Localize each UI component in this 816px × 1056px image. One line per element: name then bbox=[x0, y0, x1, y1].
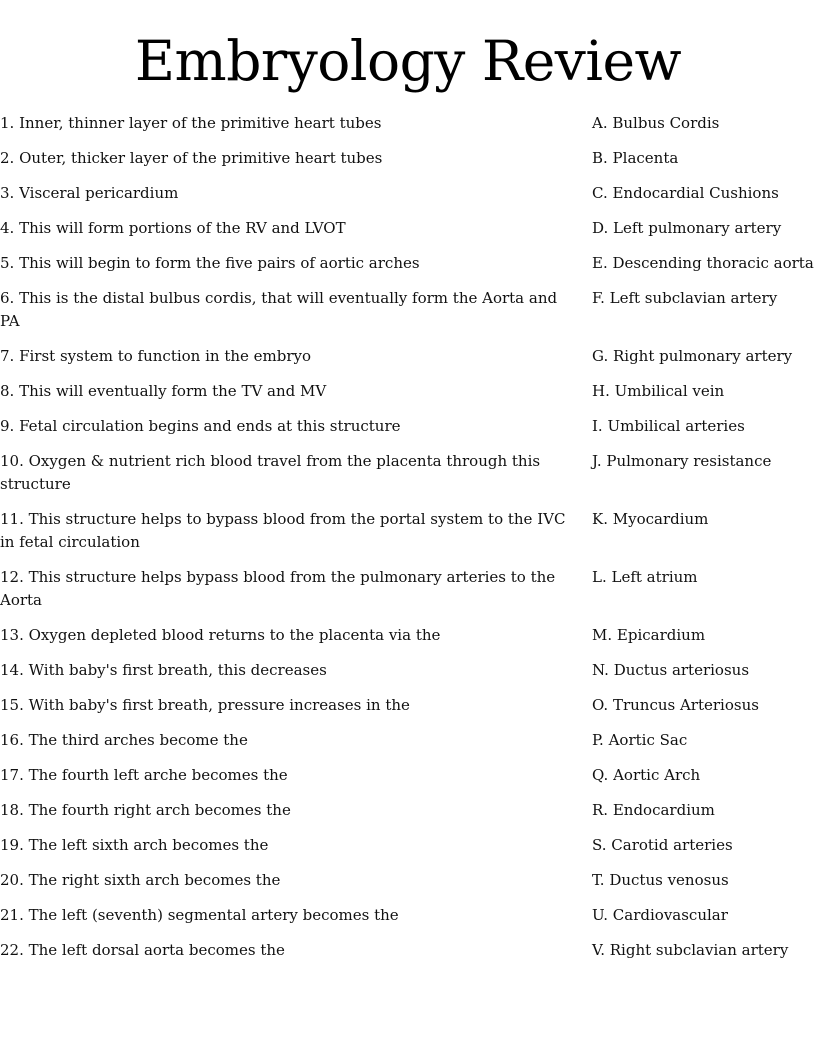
question-item: 14. With baby's first breath, this decreases bbox=[0, 661, 327, 679]
question-item: 7. First system to function in the embryo bbox=[0, 347, 312, 365]
matching-row bbox=[0, 834, 816, 857]
answer-option: U. Cardiovascular bbox=[592, 906, 728, 924]
answer-option: V. Right subclavian artery bbox=[592, 941, 789, 959]
matching-row bbox=[0, 287, 816, 333]
answer-option: T. Ductus venosus bbox=[592, 871, 729, 889]
answer-option: L. Left atrium bbox=[592, 568, 698, 586]
question-item: 12. This structure helps bypass blood from the pulmonary arteries to the Aorta bbox=[0, 568, 556, 609]
question-item: 5. This will begin to form the five pairs of aortic arches bbox=[0, 254, 420, 272]
question-item: 18. The fourth right arch becomes the bbox=[0, 801, 291, 819]
answer-option: A. Bulbus Cordis bbox=[592, 114, 720, 132]
answer-option: N. Ductus arteriosus bbox=[592, 661, 750, 679]
question-item: 20. The right sixth arch becomes the bbox=[0, 871, 281, 889]
question-item: 4. This will form portions of the RV and LVOT bbox=[0, 219, 346, 237]
matching-row bbox=[0, 182, 816, 205]
matching-row bbox=[0, 939, 816, 962]
answer-option: O. Truncus Arteriosus bbox=[592, 696, 759, 714]
matching-row bbox=[0, 415, 816, 438]
answer-option: M. Epicardium bbox=[592, 626, 706, 644]
matching-row bbox=[0, 729, 816, 752]
matching-row bbox=[0, 566, 816, 612]
question-item: 22. The left dorsal aorta becomes the bbox=[0, 941, 285, 959]
question-item: 2. Outer, thicker layer of the primitive heart tubes bbox=[0, 149, 383, 167]
answer-option: G. Right pulmonary artery bbox=[592, 347, 793, 365]
matching-row bbox=[0, 450, 816, 496]
matching-row bbox=[0, 659, 816, 682]
answer-option: E. Descending thoracic aorta bbox=[592, 254, 814, 272]
matching-row bbox=[0, 380, 816, 403]
matching-row bbox=[0, 624, 816, 647]
answer-option: H. Umbilical vein bbox=[592, 382, 725, 400]
matching-row bbox=[0, 345, 816, 368]
question-item: 3. Visceral pericardium bbox=[0, 184, 179, 202]
matching-row bbox=[0, 799, 816, 822]
answer-option: R. Endocardium bbox=[592, 801, 715, 819]
answer-option: J. Pulmonary resistance bbox=[592, 452, 772, 470]
matching-row bbox=[0, 764, 816, 787]
matching-row bbox=[0, 252, 816, 275]
answer-option: S. Carotid arteries bbox=[592, 836, 733, 854]
question-item: 16. The third arches become the bbox=[0, 731, 248, 749]
question-item: 6. This is the distal bulbus cordis, that will eventually form the Aorta and PA bbox=[0, 289, 558, 330]
matching-row bbox=[0, 694, 816, 717]
question-item: 8. This will eventually form the TV and MV bbox=[0, 382, 327, 400]
question-item: 13. Oxygen depleted blood returns to the placenta via the bbox=[0, 626, 441, 644]
answer-option: Q. Aortic Arch bbox=[592, 766, 701, 784]
matching-row bbox=[0, 217, 816, 240]
matching-row bbox=[0, 112, 816, 135]
page-title: Embryology Review bbox=[134, 29, 682, 93]
matching-row bbox=[0, 147, 816, 170]
answer-option: K. Myocardium bbox=[592, 510, 709, 528]
answer-option: I. Umbilical arteries bbox=[592, 417, 745, 435]
question-item: 10. Oxygen & nutrient rich blood travel from the placenta through this structure bbox=[0, 452, 541, 493]
question-item: 15. With baby's first breath, pressure increases in the bbox=[0, 696, 410, 714]
question-item: 11. This structure helps to bypass blood from the portal system to the IVC in fetal circulation bbox=[0, 510, 566, 551]
matching-list bbox=[0, 112, 816, 974]
question-item: 21. The left (seventh) segmental artery becomes the bbox=[0, 906, 399, 924]
matching-row bbox=[0, 869, 816, 892]
answer-option: F. Left subclavian artery bbox=[592, 289, 778, 307]
question-item: 9. Fetal circulation begins and ends at this structure bbox=[0, 417, 401, 435]
answer-option: D. Left pulmonary artery bbox=[592, 219, 782, 237]
question-item: 17. The fourth left arche becomes the bbox=[0, 766, 288, 784]
question-item: 19. The left sixth arch becomes the bbox=[0, 836, 269, 854]
matching-row bbox=[0, 508, 816, 554]
answer-option: C. Endocardial Cushions bbox=[592, 184, 779, 202]
matching-row bbox=[0, 904, 816, 927]
question-item: 1. Inner, thinner layer of the primitive heart tubes bbox=[0, 114, 382, 132]
answer-option: P. Aortic Sac bbox=[592, 731, 688, 749]
answer-option: B. Placenta bbox=[592, 149, 679, 167]
